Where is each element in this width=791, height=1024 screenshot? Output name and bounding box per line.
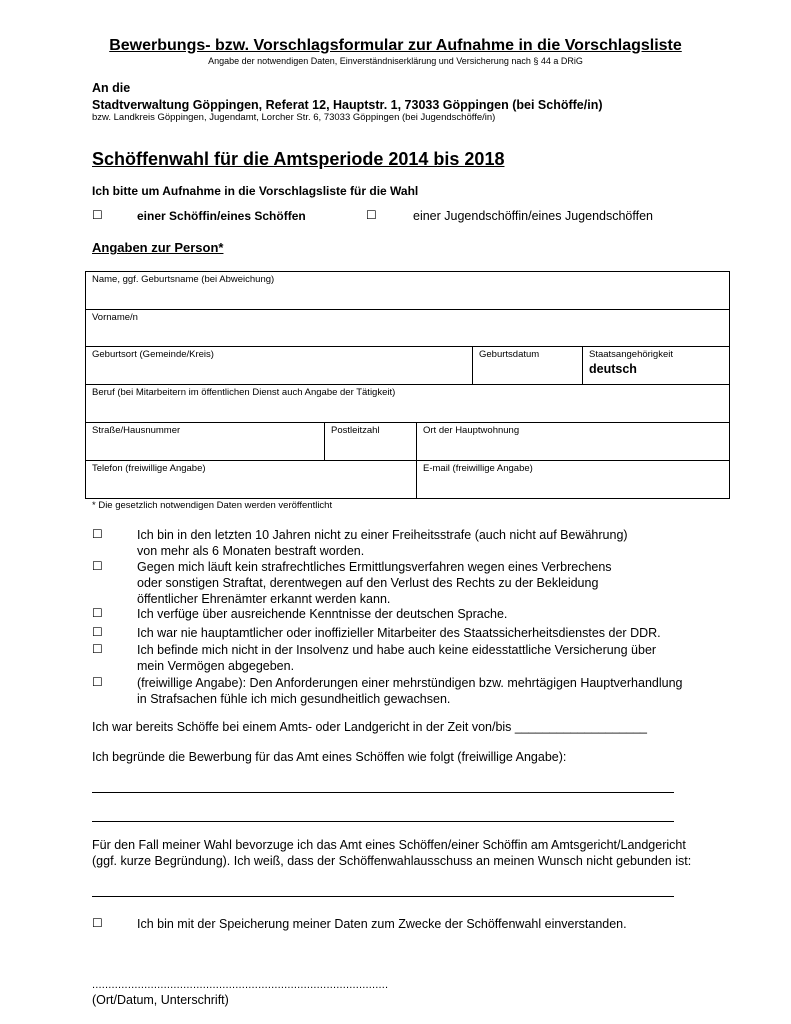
telefon-label: Telefon (freiwillige Angabe) [92,463,206,474]
signature-line[interactable]: ........................................................................................... [92,979,389,991]
plz-label: Postleitzahl [331,425,380,436]
declaration-6: (freiwillige Angabe): Den Anforderungen einer mehrstündigen bzw. mehrtägigen Hauptverhandlung in Strafsachen fühle ich mich gesundheitlich gewachsen. [137,676,683,706]
option-schoeffe-label: einer Schöffin/eines Schöffen [137,209,306,223]
declaration-5: Ich befinde mich nicht in der Insolvenz und habe auch keine eidesstattliche Versicherung über mein Vermögen abgegeben. [137,643,657,673]
geburtsdatum-label: Geburtsdatum [479,349,540,360]
strasse-label: Straße/Hausnummer [92,425,181,436]
name-label: Name, ggf. Geburtsname (bei Abweichung) [92,274,275,285]
declaration-4: Ich war nie hauptamtlicher oder inoffizieller Mitarbeiter des Staatssicherheitsdienstes der DDR. [137,626,661,640]
prior-service-field[interactable]: Ich war bereits Schöffe bei einem Amts- oder Landgericht in der Zeit von/bis ___________________ [92,720,647,734]
email-field[interactable] [417,461,730,499]
beruf-label: Beruf (bei Mitarbeitern im öffentlichen Dienst auch Angabe der Tätigkeit) [92,387,396,398]
reason-line-2[interactable] [92,821,674,822]
checkbox-decl-1[interactable]: ☐ [92,527,103,541]
geburtsort-field[interactable] [86,347,473,385]
person-footnote: * Die gesetzlich notwendigen Daten werden veröffentlicht [92,500,333,511]
form-subtitle: Angabe der notwendigen Daten, Einverständniserklärung und Versicherung nach § 44 a DRiG [208,56,583,66]
person-heading: Angaben zur Person* [92,240,224,255]
signature-label: (Ort/Datum, Unterschrift) [92,993,229,1007]
form-title: Bewerbungs- bzw. Vorschlagsformular zur Aufnahme in die Vorschlagsliste [109,37,682,54]
beruf-field[interactable] [86,385,730,423]
declaration-2: Gegen mich läuft kein strafrechtliches Ermittlungsverfahren wegen eines Verbrechens oder sonstigen Straftat, derentwegen auf den Verlust des Rechts zu der Bekleidung öffentlicher Ehrenämter erkannt werden kann. [137,560,612,606]
geburtsdatum-field[interactable] [473,347,583,385]
strasse-field[interactable] [86,423,325,461]
ort-field[interactable] [417,423,730,461]
declaration-1: Ich bin in den letzten 10 Jahren nicht zu einer Freiheitsstrafe (auch nicht auf Bewährung) von mehr als 6 Monaten bestraft worden. [137,528,628,558]
telefon-field[interactable] [86,461,417,499]
checkbox-decl-6[interactable]: ☐ [92,675,103,689]
recipient-line3: bzw. Landkreis Göppingen, Jugendamt, Lorcher Str. 6, 73033 Göppingen (bei Jugendschöffe/in) [92,112,496,123]
email-label: E-mail (freiwillige Angabe) [423,463,533,474]
option-jugendschoeffe-label: einer Jugendschöffin/eines Jugendschöffen [413,209,653,223]
plz-field[interactable] [325,423,417,461]
reason-line-1[interactable] [92,792,674,793]
name-field[interactable] [86,272,730,310]
checkbox-decl-4[interactable]: ☐ [92,625,103,639]
staatsangehoerigkeit-label: Staatsangehörigkeit [589,349,673,360]
staatsangehoerigkeit-value: deutsch [589,362,637,376]
person-table [85,271,730,499]
preference-text: Für den Fall meiner Wahl bevorzuge ich das Amt eines Schöffen/einer Schöffin am Amtsgericht/Landgericht (ggf. kurze Begründung). Ich weiß, dass der Schöffenwahlausschuss an meinen Wunsch nicht gebunden ist: [92,838,692,868]
geburtsort-label: Geburtsort (Gemeinde/Kreis) [92,349,214,360]
checkbox-schoeffe[interactable]: ☐ [92,208,103,222]
recipient-line1: An die [92,81,131,95]
checkbox-decl-2[interactable]: ☐ [92,559,103,573]
preference-line[interactable] [92,896,674,897]
checkbox-decl-3[interactable]: ☐ [92,606,103,620]
declaration-3: Ich verfüge über ausreichende Kenntnisse der deutschen Sprache. [137,607,508,621]
request-intro: Ich bitte um Aufnahme in die Vorschlagsliste für die Wahl [92,184,419,198]
section-title: Schöffenwahl für die Amtsperiode 2014 bis 2018 [92,149,505,169]
checkbox-jugendschoeffe[interactable]: ☐ [366,208,377,222]
vorname-label: Vorname/n [92,312,138,323]
checkbox-decl-5[interactable]: ☐ [92,642,103,656]
vorname-field[interactable] [86,310,730,347]
checkbox-consent[interactable]: ☐ [92,916,103,930]
recipient-line2: Stadtverwaltung Göppingen, Referat 12, Hauptstr. 1, 73033 Göppingen (bei Schöffe/in) [92,98,603,112]
staatsangehoerigkeit-field[interactable] [583,347,730,385]
consent-label: Ich bin mit der Speicherung meiner Daten zum Zwecke der Schöffenwahl einverstanden. [137,917,627,931]
reason-label: Ich begründe die Bewerbung für das Amt eines Schöffen wie folgt (freiwillige Angabe): [92,750,567,764]
ort-label: Ort der Hauptwohnung [423,425,520,436]
